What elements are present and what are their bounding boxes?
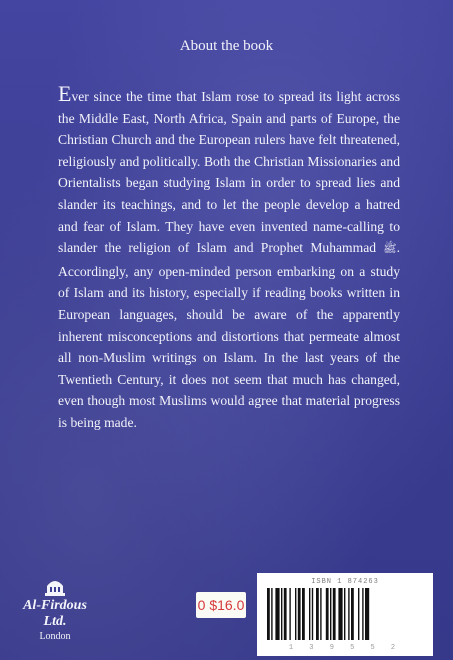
blurb-paragraph — [58, 81, 400, 434]
publisher-city: London — [39, 631, 71, 642]
barcode-digits: 1 3 9 5 5 2 — [288, 644, 402, 652]
publisher-imprint — [14, 576, 96, 642]
salutation-seal: ﷺ — [383, 243, 397, 256]
publisher-name: Al-Firdous Ltd. — [23, 598, 87, 629]
barcode-icon — [267, 588, 423, 640]
section-heading: About the book — [179, 38, 274, 54]
dome-logo-icon — [44, 576, 66, 596]
drop-cap: E — [58, 81, 72, 106]
blurb-text-part-1: ver since the time that Islam rose to spread its light across the Middle East, North Africa, Spain and parts of Europe, the Christian Church and the European rulers have felt threatened, religiously and politically. Both the Christian Missionaries and Orientalists began studying Islam in order to spread lies and slander its teachings, and to let the people develop a hatred and fear of Islam. They have even invented name-calling to slander the religion of Islam and Prophet Muhammad — [58, 89, 400, 256]
barcode-isbn-text: ISBN 1 874263 — [311, 578, 379, 586]
price-sticker: 0 $16.0 — [196, 592, 246, 618]
blurb-text-part-2: . Accordingly, any open-minded person embarking on a study of Islam and its history, especially if reading books written in European languages, should be aware of the apparently inherent misconceptions and distortions that permeate almost all non-Muslim writings on Islam. In the last years of the Twentieth Century, it does not seem that much has changed, even though most Muslims would agree that material progress is being made. — [58, 240, 400, 430]
barcode-label — [257, 573, 433, 656]
